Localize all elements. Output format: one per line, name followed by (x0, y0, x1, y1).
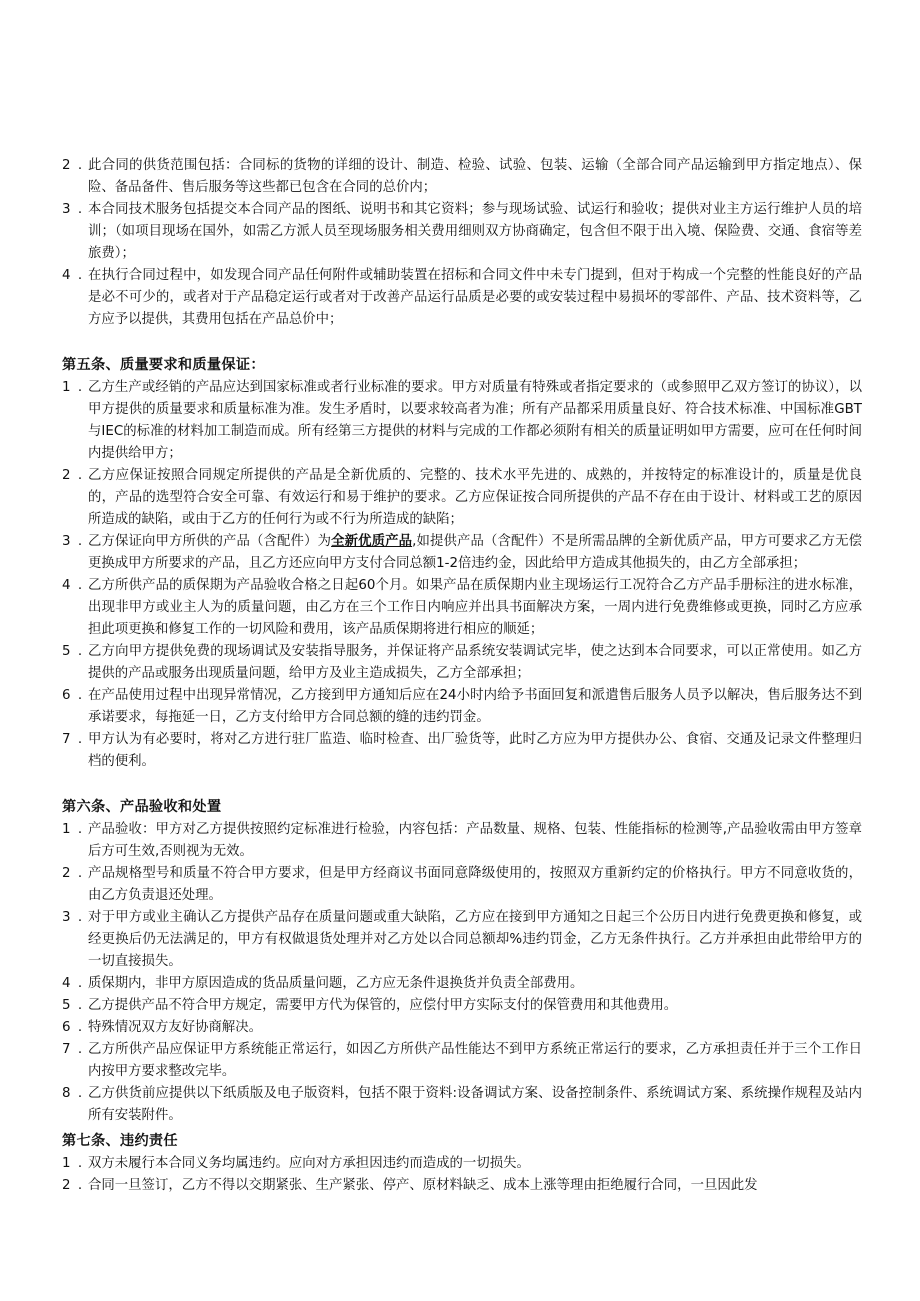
list-item: 5 . 乙方提供产品不符合甲方规定，需要甲方代为保管的，应偿付甲方实际支付的保管费用和其他费用。 (62, 995, 862, 1017)
list-item: 6 . 在产品使用过程中出现异常情况，乙方接到甲方通知后应在24小时内给予书面回复和派遣售后服务人员予以解决，售后服务达不到承诺要求，每拖延一日，乙方支付给甲方合同总额的缝的违约罚金。 (62, 685, 862, 729)
contract-body (62, 155, 862, 1197)
item-number: 1 (62, 1156, 71, 1171)
item-text: 双方未履行本合同义务均属违约。应向对方承担因违约而造成的一切损失。 (88, 1156, 530, 1171)
item-text: 质保期内，非甲方原因造成的货品质量问题，乙方应无条件退换货并负责全部费用。 (88, 976, 584, 991)
list-item: 1 . 乙方生产或经销的产品应达到国家标准或者行业标准的要求。甲方对质量有特殊或者指定要求的（或参照甲乙双方签订的协议），以甲方提供的质量要求和质量标准为准。发生矛盾时，以要求较高者为准；所有产品都采用质量良好、符合技术标准、中国标准GBT与IEC的标准的材料加工制造而成。所有经第三方提供的材料与完成的工作都必须附有相关的质量证明如甲方需要，应可在任何时间内提供给甲方； (62, 377, 862, 465)
list-item: 1 . 双方未履行本合同义务均属违约。应向对方承担因违约而造成的一切损失。 (62, 1153, 862, 1175)
item-text: 乙方所供产品应保证甲方系统能正常运行，如因乙方所供产品性能达不到甲方系统正常运行的要求，乙方承担责任并于三个工作日内按甲方要求整改完毕。 (88, 1042, 862, 1079)
list-item: 2 . 此合同的供货范围包括：合同标的货物的详细的设计、制造、检验、试验、包装、运输（全部合同产品运输到甲方指定地点）、保险、备品备件、售后服务等这些都已包含在合同的总价内； (62, 155, 862, 199)
item-number: 4 (62, 976, 71, 991)
item-number: 3 (62, 202, 71, 217)
item-number: 1 (62, 380, 71, 395)
list-item: 7 . 甲方认为有必要时，将对乙方进行驻厂监造、临时检查、出厂验货等，此时乙方应为甲方提供办公、食宿、交通及记录文件整理归档的便利。 (62, 729, 862, 773)
underlined-term: 全新优质产品 (331, 534, 413, 549)
item-text: 产品规格型号和质量不符合甲方要求，但是甲方经商议书面同意降级使用的，按照双方重新约定的价格执行。甲方不同意收货的，由乙方负责退还处理。 (88, 866, 862, 903)
item-number: 2 (62, 866, 71, 881)
item-number: 3 (62, 910, 71, 925)
item-number: 6 (62, 1020, 71, 1035)
list-item: 7 . 乙方所供产品应保证甲方系统能正常运行，如因乙方所供产品性能达不到甲方系统正常运行的要求，乙方承担责任并于三个工作日内按甲方要求整改完毕。 (62, 1039, 862, 1083)
list-item: 5 . 乙方向甲方提供免费的现场调试及安装指导服务，并保证将产品系统安装调试完毕，使之达到本合同要求，可以正常使用。如乙方提供的产品或服务出现质量问题，给甲方及业主造成损失，乙方全部承担； (62, 641, 862, 685)
item-number: 4 (62, 268, 71, 283)
list-item: 6 . 特殊情况双方友好协商解决。 (62, 1017, 862, 1039)
item-text: 乙方保证向甲方所供的产品（含配件）为全新优质产品,如提供产品（含配件）不是所需品牌的全新优质产品，甲方可要求乙方无偿更换成甲方所要求的产品，且乙方还应向甲方支付合同总额1-2倍违约金，因此给甲方造成其他损失的，由乙方全部承担； (88, 534, 862, 571)
list-item: 3 . 对于甲方或业主确认乙方提供产品存在质量问题或重大缺陷，乙方应在接到甲方通知之日起三个公历日内进行免费更换和修复，或经更换后仍无法满足的，甲方有权做退货处理并对乙方处以合同总额却%违约罚金，乙方无条件执行。乙方并承担由此带给甲方的一切直接损失。 (62, 907, 862, 973)
item-text: 特殊情况双方友好协商解决。 (88, 1020, 263, 1035)
item-text: 乙方提供产品不符合甲方规定，需要甲方代为保管的，应偿付甲方实际支付的保管费用和其他费用。 (88, 998, 678, 1013)
list-item: 4 . 在执行合同过程中，如发现合同产品任何附件或辅助装置在招标和合同文件中未专门提到，但对于构成一个完整的性能良好的产品是必不可少的，或者对于产品稳定运行或者对于改善产品运行品质是必要的或安装过程中易损坏的零部件、产品、技术资料等，乙方应予以提供，其费用包括在产品总价中； (62, 265, 862, 331)
item-text: 本合同技术服务包括提交本合同产品的图纸、说明书和其它资料；参与现场试验、试运行和验收；提供对业主方运行维护人员的培训；（如项目现场在国外，如需乙方派人员至现场服务相关费用细则双方协商确定，包含但不限于出入境、保险费、交通、食宿等差旅费）； (88, 202, 862, 261)
item-text: 乙方生产或经销的产品应达到国家标准或者行业标准的要求。甲方对质量有特殊或者指定要求的（或参照甲乙双方签订的协议），以甲方提供的质量要求和质量标准为准。发生矛盾时，以要求较高者为准；所有产品都采用质量良好、符合技术标准、中国标准GBT与IEC的标准的材料加工制造而成。所有经第三方提供的材料与完成的工作都必须附有相关的质量证明如甲方需要，应可在任何时间内提供给甲方； (88, 380, 862, 461)
item-number: 2 (62, 1178, 71, 1193)
item-text: 乙方向甲方提供免费的现场调试及安装指导服务，并保证将产品系统安装调试完毕，使之达到本合同要求，可以正常使用。如乙方提供的产品或服务出现质量问题，给甲方及业主造成损失，乙方全部承担； (88, 644, 862, 681)
list-item: 4 . 乙方所供产品的质保期为产品验收合格之日起60个月。如果产品在质保期内业主现场运行工况符合乙方产品手册标注的进水标准，出现非甲方或业主人为的质量问题，由乙方在三个工作日内响应并出具书面解决方案，一周内进行免费维修或更换，同时乙方应承担此项更换和修复工作的一切风险和费用，该产品质保期将进行相应的顺延； (62, 575, 862, 641)
item-number: 8 (62, 1086, 71, 1101)
item-text: 乙方应保证按照合同规定所提供的产品是全新优质的、完整的、技术水平先进的、成熟的，并按特定的标准设计的，质量是优良的，产品的选型符合安全可靠、有效运行和易于维护的要求。乙方应保证按合同所提供的产品不存在由于设计、材料或工艺的原因所造成的缺陷，或由于乙方的任何行为或不行为所造成的缺陷； (88, 468, 862, 527)
item-number: 1 (62, 822, 71, 837)
item-number: 3 (62, 534, 71, 549)
list-item: 2 . 合同一旦签订，乙方不得以交期紧张、生产紧张、停产、原材料缺乏、成本上涨等理由拒绝履行合同，一旦因此发 (62, 1175, 862, 1197)
list-item: 2 . 产品规格型号和质量不符合甲方要求，但是甲方经商议书面同意降级使用的，按照双方重新约定的价格执行。甲方不同意收货的，由乙方负责退还处理。 (62, 863, 862, 907)
item-text: 合同一旦签订，乙方不得以交期紧张、生产紧张、停产、原材料缺乏、成本上涨等理由拒绝履行合同，一旦因此发 (88, 1178, 758, 1193)
item-number: 5 (62, 644, 71, 659)
list-item: 1 . 产品验收：甲方对乙方提供按照约定标准进行检验，内容包括：产品数量、规格、包装、性能指标的检测等,产品验收需由甲方签章后方可生效,否则视为无效。 (62, 819, 862, 863)
item-text: 在产品使用过程中出现异常情况，乙方接到甲方通知后应在24小时内给予书面回复和派遣售后服务人员予以解决，售后服务达不到承诺要求，每拖延一日，乙方支付给甲方合同总额的缝的违约罚金。 (88, 688, 862, 725)
section-heading: 第六条、产品验收和处置 (62, 799, 222, 815)
list-item: 2 . 乙方应保证按照合同规定所提供的产品是全新优质的、完整的、技术水平先进的、成熟的，并按特定的标准设计的，质量是优良的，产品的选型符合安全可靠、有效运行和易于维护的要求。乙方应保证按合同所提供的产品不存在由于设计、材料或工艺的原因所造成的缺陷，或由于乙方的任何行为或不行为所造成的缺陷； (62, 465, 862, 531)
list-item: 4 . 质保期内，非甲方原因造成的货品质量问题，乙方应无条件退换货并负责全部费用。 (62, 973, 862, 995)
section-heading: 第五条、质量要求和质量保证： (62, 357, 265, 373)
item-text: 此合同的供货范围包括：合同标的货物的详细的设计、制造、检验、试验、包装、运输（全部合同产品运输到甲方指定地点）、保险、备品备件、售后服务等这些都已包含在合同的总价内； (88, 158, 862, 195)
list-item: 3 . 本合同技术服务包括提交本合同产品的图纸、说明书和其它资料；参与现场试验、试运行和验收；提供对业主方运行维护人员的培训；（如项目现场在国外，如需乙方派人员至现场服务相关费用细则双方协商确定，包含但不限于出入境、保险费、交通、食宿等差旅费）； (62, 199, 862, 265)
item-text: 乙方所供产品的质保期为产品验收合格之日起60个月。如果产品在质保期内业主现场运行工况符合乙方产品手册标注的进水标准，出现非甲方或业主人为的质量问题，由乙方在三个工作日内响应并出具书面解决方案，一周内进行免费维修或更换，同时乙方应承担此项更换和修复工作的一切风险和费用，该产品质保期将进行相应的顺延； (88, 578, 862, 637)
section-heading: 第七条、违约责任 (62, 1133, 178, 1149)
item-text: 乙方供货前应提供以下纸质版及电子版资料，包括不限于资料:设备调试方案、设备控制条件、系统调试方案、系统操作规程及站内所有安装附件。 (88, 1086, 862, 1123)
item-number: 5 (62, 998, 71, 1013)
item-number: 2 (62, 158, 71, 173)
item-number: 4 (62, 578, 71, 593)
list-item: 3 . 乙方保证向甲方所供的产品（含配件）为全新优质产品,如提供产品（含配件）不是所需品牌的全新优质产品，甲方可要求乙方无偿更换成甲方所要求的产品，且乙方还应向甲方支付合同总额1-2倍违约金，因此给甲方造成其他损失的，由乙方全部承担； (62, 531, 862, 575)
item-number: 7 (62, 1042, 71, 1057)
item-text: 在执行合同过程中，如发现合同产品任何附件或辅助装置在招标和合同文件中未专门提到，但对于构成一个完整的性能良好的产品是必不可少的，或者对于产品稳定运行或者对于改善产品运行品质是必要的或安装过程中易损坏的零部件、产品、技术资料等，乙方应予以提供，其费用包括在产品总价中； (88, 268, 862, 327)
list-item: 8 . 乙方供货前应提供以下纸质版及电子版资料，包括不限于资料:设备调试方案、设备控制条件、系统调试方案、系统操作规程及站内所有安装附件。 (62, 1083, 862, 1127)
item-text: 产品验收：甲方对乙方提供按照约定标准进行检验，内容包括：产品数量、规格、包装、性能指标的检测等,产品验收需由甲方签章后方可生效,否则视为无效。 (88, 822, 862, 859)
item-number: 7 (62, 732, 71, 747)
item-number: 2 (62, 468, 71, 483)
item-text: 甲方认为有必要时，将对乙方进行驻厂监造、临时检查、出厂验货等，此时乙方应为甲方提供办公、食宿、交通及记录文件整理归档的便利。 (88, 732, 862, 769)
item-text: 对于甲方或业主确认乙方提供产品存在质量问题或重大缺陷，乙方应在接到甲方通知之日起三个公历日内进行免费更换和修复，或经更换后仍无法满足的，甲方有权做退货处理并对乙方处以合同总额却%违约罚金，乙方无条件执行。乙方并承担由此带给甲方的一切直接损失。 (88, 910, 862, 969)
item-number: 6 (62, 688, 71, 703)
